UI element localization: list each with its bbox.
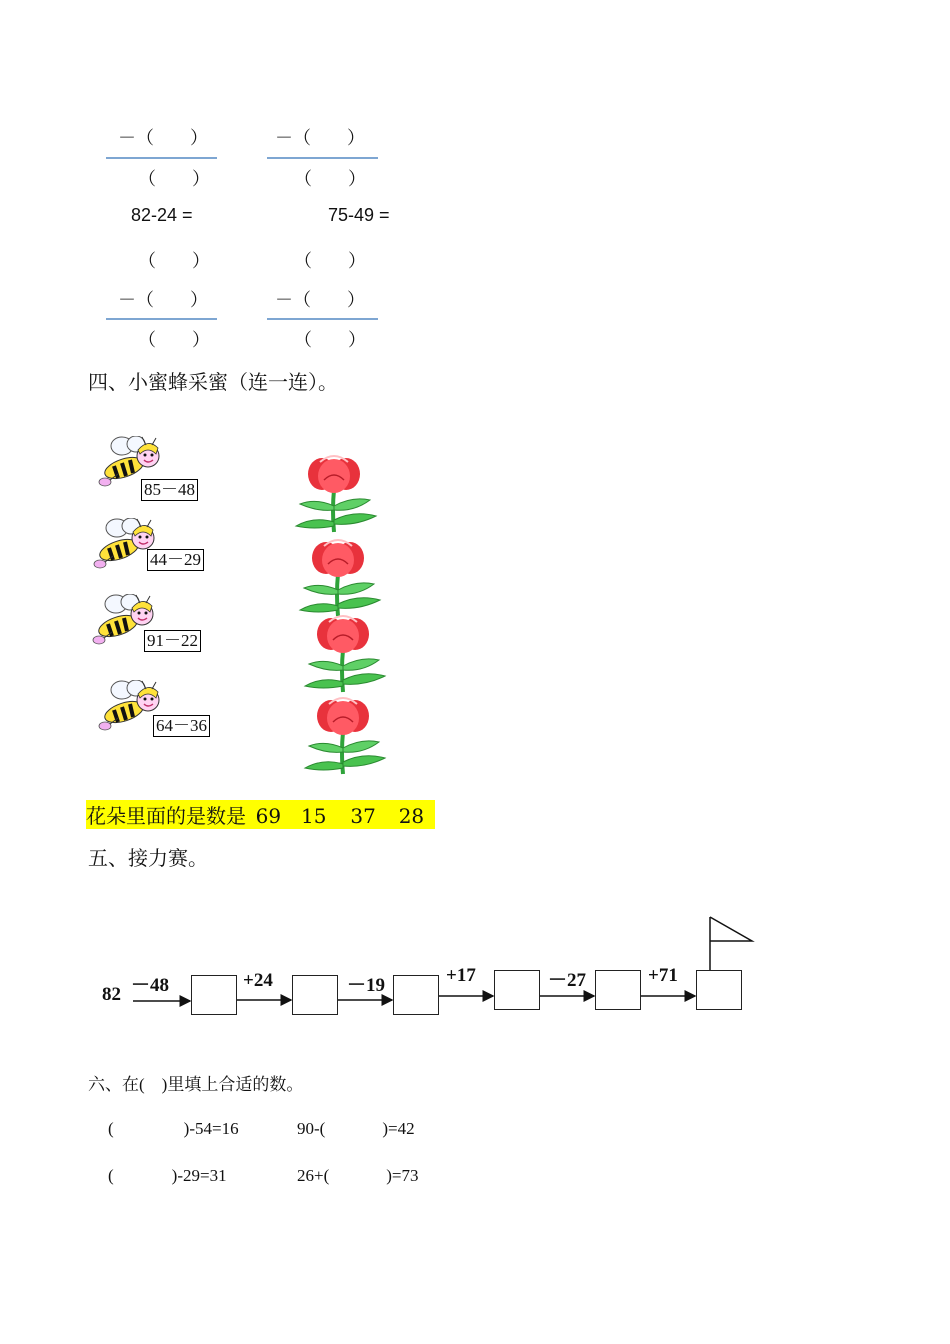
relay-answer-box[interactable] <box>696 970 742 1010</box>
relay-op: －27 <box>548 970 587 991</box>
paren-blank: （ ） <box>138 330 210 351</box>
relay-op: －19 <box>347 975 386 996</box>
blank-open: 90-( <box>297 1119 326 1138</box>
section-6-heading: 六、在( )里填上合适的数。 <box>88 1075 304 1094</box>
flag-icon <box>710 917 752 941</box>
blank-open: ( <box>108 1119 114 1138</box>
paren-blank: （ ） <box>138 169 210 190</box>
fill-blank-item <box>297 1166 419 1186</box>
flower-number: 69 <box>255 804 282 828</box>
relay-op: +17 <box>446 965 476 986</box>
relay-answer-box[interactable] <box>191 975 237 1015</box>
relay-op: +71 <box>648 965 678 986</box>
relay-answer-box[interactable] <box>393 975 439 1015</box>
bee-expression-2[interactable]: 44－29 <box>147 549 204 571</box>
minus-paren-blank: －（ ） <box>118 290 208 311</box>
section-4-heading: 四、小蜜蜂采蜜（连一连）。 <box>88 370 338 394</box>
paren-blank: （ ） <box>294 169 366 190</box>
relay-answer-box[interactable] <box>292 975 338 1015</box>
equation-75-49: 75-49 = <box>328 205 390 225</box>
flower-number: 28 <box>398 804 425 828</box>
section-5-heading: 五、接力赛。 <box>88 846 208 870</box>
blank-rest: )=42 <box>382 1119 415 1138</box>
fill-blank-item <box>297 1119 415 1139</box>
blank-open: ( <box>108 1166 114 1185</box>
relay-start-number: 82 <box>102 984 121 1005</box>
fill-blank-item <box>108 1166 227 1186</box>
blank-rest: )=73 <box>386 1166 419 1185</box>
relay-op: +24 <box>243 970 273 991</box>
flower-number: 37 <box>350 804 376 828</box>
flower-number: 15 <box>300 804 327 828</box>
paren-blank: （ ） <box>294 251 366 272</box>
bee-expression-4[interactable]: 64－36 <box>153 715 210 737</box>
hint-prefix: 花朵里面的是数是 <box>86 804 246 828</box>
relay-answer-box[interactable] <box>494 970 540 1010</box>
equation-82-24: 82-24 = <box>131 205 193 225</box>
bee-expression-3[interactable]: 91－22 <box>144 630 201 652</box>
fill-blank-item <box>108 1119 239 1139</box>
minus-paren-blank: －（ ） <box>275 290 365 311</box>
minus-paren-blank: －（ ） <box>118 128 208 149</box>
blank-rest: )-54=16 <box>183 1119 239 1138</box>
paren-blank: （ ） <box>294 330 366 351</box>
blank-open: 26+( <box>297 1166 330 1185</box>
bee-expression-1[interactable]: 85－48 <box>141 479 198 501</box>
relay-op: －48 <box>131 975 170 996</box>
relay-answer-box[interactable] <box>595 970 641 1010</box>
paren-blank: （ ） <box>138 251 210 272</box>
blank-rest: )-29=31 <box>171 1166 227 1185</box>
minus-paren-blank: －（ ） <box>275 128 365 149</box>
